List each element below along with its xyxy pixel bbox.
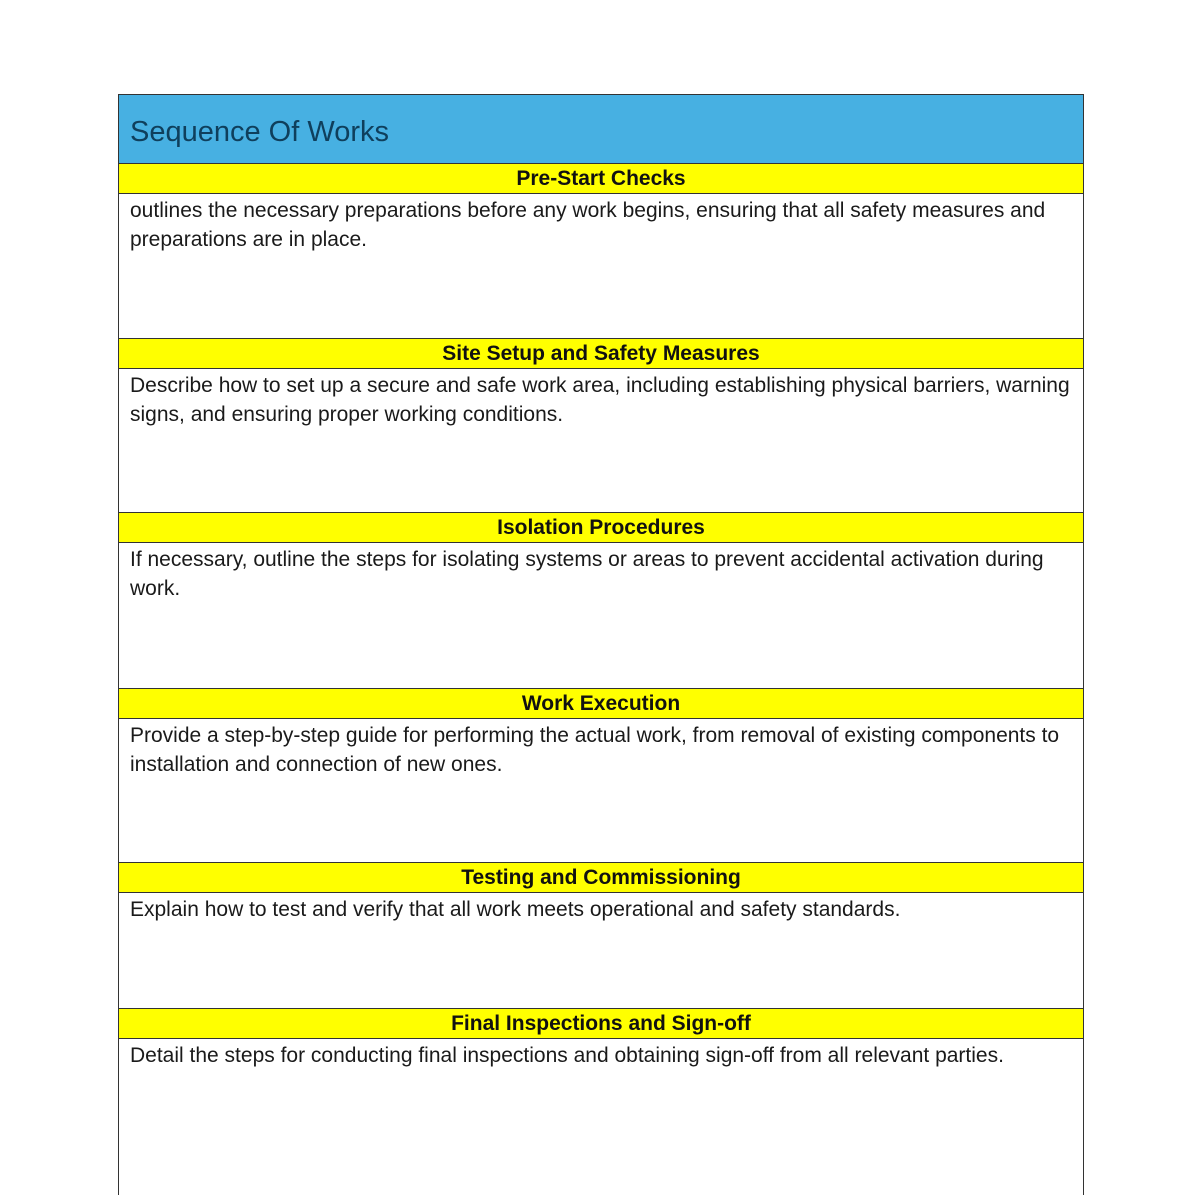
section-heading-final-inspections: Final Inspections and Sign-off (119, 1009, 1083, 1039)
section-heading-isolation-procedures: Isolation Procedures (119, 513, 1083, 543)
section-body-testing-commissioning: Explain how to test and verify that all work meets operational and safety standards. (119, 893, 1083, 1009)
sequence-of-works-table (118, 94, 1084, 1195)
title-bar (119, 95, 1083, 164)
section-heading-pre-start-checks: Pre-Start Checks (119, 164, 1083, 194)
section-body-work-execution: Provide a step-by-step guide for performing the actual work, from removal of existing components to installation and connection of new ones. (119, 719, 1083, 863)
page-title: Sequence Of Works (130, 116, 389, 148)
section-heading-work-execution: Work Execution (119, 689, 1083, 719)
section-body-pre-start-checks: outlines the necessary preparations before any work begins, ensuring that all safety measures and preparations are in place. (119, 194, 1083, 339)
section-heading-testing-commissioning: Testing and Commissioning (119, 863, 1083, 893)
section-body-isolation-procedures: If necessary, outline the steps for isolating systems or areas to prevent accidental activation during work. (119, 543, 1083, 689)
section-body-final-inspections: Detail the steps for conducting final inspections and obtaining sign-off from all relevant parties. (130, 1044, 1004, 1067)
section-body-site-setup: Describe how to set up a secure and safe work area, including establishing physical barriers, warning signs, and ensuring proper working conditions. (119, 369, 1083, 513)
section-heading-site-setup: Site Setup and Safety Measures (119, 339, 1083, 369)
